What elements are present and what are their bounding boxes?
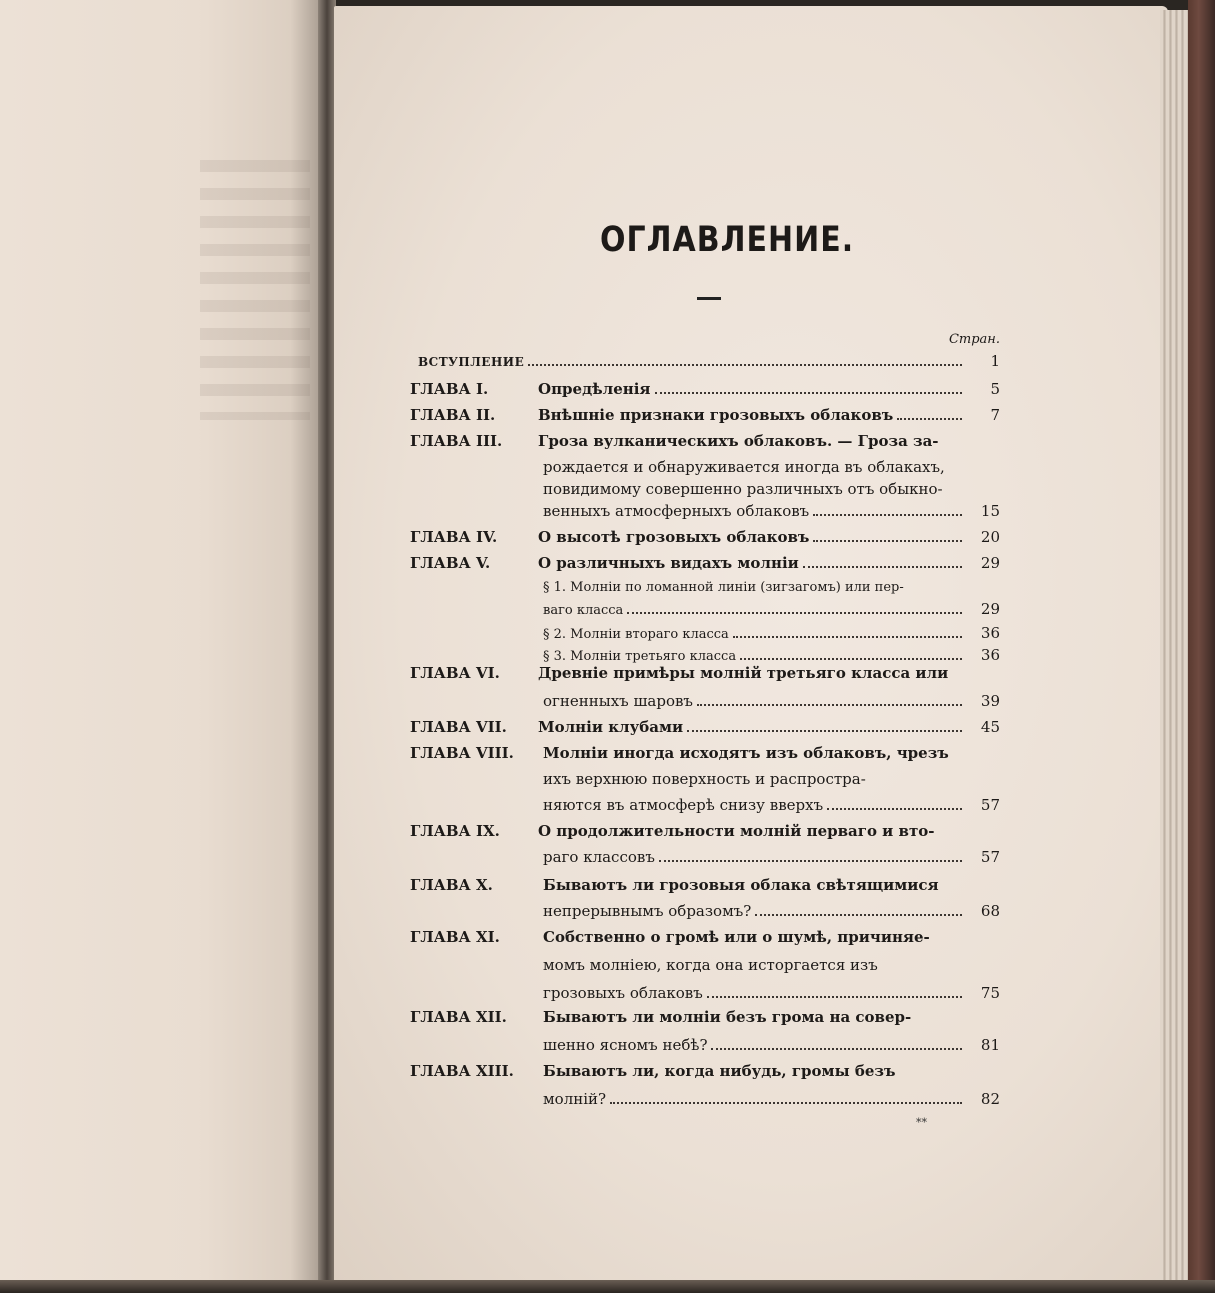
dot-leader xyxy=(897,418,962,420)
chapter-title-continued: момъ молніею, когда она исторгается изъ xyxy=(543,956,878,974)
toc-entry xyxy=(543,796,1000,820)
chapter-number: ГЛАВА II. xyxy=(410,406,496,424)
toc-page-number: 7 xyxy=(990,406,1000,424)
dot-leader xyxy=(813,514,962,516)
toc-entry xyxy=(543,1036,1000,1060)
toc-entry xyxy=(543,848,1000,872)
book-cover-edge xyxy=(1188,0,1215,1293)
chapter-number: ГЛАВА XIII. xyxy=(410,1062,514,1080)
chapter-number: ГЛАВА V. xyxy=(410,554,491,572)
section-title: § 1. Молніи по ломанной линіи (зигзагомъ) или пер- xyxy=(543,580,904,595)
chapter-number: ГЛАВА VI. xyxy=(410,664,500,682)
toc-entry-line xyxy=(538,822,1000,846)
chapter-title: О высотѣ грозовыхъ облаковъ xyxy=(538,528,810,546)
chapter-title-continued: непрерывнымъ образомъ? xyxy=(543,902,752,920)
page-column-header: Стран. xyxy=(948,332,1000,347)
chapter-title-continued: повидимому совершенно различныхъ отъ обыкно- xyxy=(543,480,943,498)
toc-entry-line xyxy=(538,664,1000,688)
toc-page-number: 57 xyxy=(980,796,1000,814)
chapter-title-continued: огненныхъ шаровъ xyxy=(543,692,693,710)
chapter-number: ГЛАВА XI. xyxy=(410,928,500,946)
dot-leader xyxy=(697,704,962,706)
toc-page-number: 36 xyxy=(980,624,1000,642)
toc-intro xyxy=(418,352,1000,376)
dot-leader xyxy=(707,996,962,998)
toc-intro-label: ВСТУПЛЕНИЕ xyxy=(418,355,525,369)
page-title: ОГЛАВЛЕНИЕ. xyxy=(600,220,855,261)
chapter-title-continued: рождается и обнаруживается иногда въ облакахъ, xyxy=(543,458,945,476)
toc-page-number: 57 xyxy=(980,848,1000,866)
toc-entry xyxy=(543,1090,1000,1114)
chapter-title: Внѣшніе признаки грозовыхъ облаковъ xyxy=(538,406,894,424)
chapter-number: ГЛАВА III. xyxy=(410,432,503,450)
dot-leader xyxy=(733,636,962,638)
toc-page-number: 68 xyxy=(980,902,1000,920)
chapter-title-continued: няются въ атмосферѣ снизу вверхъ xyxy=(543,796,824,814)
toc-page-number: 1 xyxy=(990,352,1000,370)
chapter-title: О продолжительности молній перваго и вто- xyxy=(538,822,935,840)
toc-entry xyxy=(538,406,1000,430)
toc-entry xyxy=(538,528,1000,552)
chapter-title: Молніи клубами xyxy=(538,718,684,736)
chapter-title: Древніе примѣры молній третьяго класса или xyxy=(538,664,949,682)
dot-leader xyxy=(655,392,963,394)
chapter-title: Опредѣленія xyxy=(538,380,651,398)
toc-entry-line xyxy=(543,770,1000,794)
toc-entry xyxy=(543,502,1000,526)
toc-section xyxy=(543,624,1000,648)
toc-page-number: 81 xyxy=(980,1036,1000,1054)
dot-leader xyxy=(740,658,962,660)
toc-page-number: 15 xyxy=(980,502,1000,520)
dot-leader xyxy=(813,540,962,542)
bleed-through-text xyxy=(200,160,310,420)
chapter-title-continued: ихъ верхнюю поверхность и распростра- xyxy=(543,770,866,788)
toc-entry-line xyxy=(543,480,1000,504)
toc-section xyxy=(543,600,1000,624)
chapter-title-continued: раго классовъ xyxy=(543,848,655,866)
dot-leader xyxy=(755,914,962,916)
toc-entry-line xyxy=(543,744,1000,768)
chapter-title: Молніи иногда исходятъ изъ облаковъ, чрезъ xyxy=(543,744,949,762)
section-title-continued: ваго класса xyxy=(543,603,624,618)
toc-entry xyxy=(543,902,1000,926)
chapter-title-continued: грозовыхъ облаковъ xyxy=(543,984,703,1002)
toc-page-number: 29 xyxy=(980,600,1000,618)
toc-entry xyxy=(543,984,1000,1008)
chapter-number: ГЛАВА X. xyxy=(410,876,493,894)
toc-page-number: 75 xyxy=(980,984,1000,1002)
toc-entry-line xyxy=(543,1008,1000,1032)
dot-leader xyxy=(610,1102,962,1104)
toc-page-number: 39 xyxy=(980,692,1000,710)
toc-entry-line xyxy=(543,1062,1000,1086)
chapter-number: ГЛАВА IX. xyxy=(410,822,500,840)
toc-entry-line xyxy=(538,432,1000,456)
chapter-number: ГЛАВА VII. xyxy=(410,718,507,736)
toc-page-number: 20 xyxy=(980,528,1000,546)
toc-entry xyxy=(538,554,1000,578)
chapter-number: ГЛАВА XII. xyxy=(410,1008,507,1026)
chapter-title-continued: венныхъ атмосферныхъ облаковъ xyxy=(543,502,810,520)
page-edges xyxy=(1160,10,1188,1280)
toc-entry xyxy=(538,380,1000,404)
dot-leader xyxy=(627,612,962,614)
dot-leader xyxy=(687,730,962,732)
section-title: § 3. Молніи третьяго класса xyxy=(543,649,737,664)
title-rule xyxy=(697,297,721,300)
chapter-title-continued: молній? xyxy=(543,1090,607,1108)
chapter-title: Бываютъ ли молніи безъ грома на совер- xyxy=(543,1008,912,1026)
section-title: § 2. Молніи втораго класса xyxy=(543,627,729,642)
toc-page-number: 36 xyxy=(980,646,1000,664)
dot-leader xyxy=(711,1048,962,1050)
toc-page-number: 29 xyxy=(980,554,1000,572)
chapter-title: Гроза вулканическихъ облаковъ. — Гроза за- xyxy=(538,432,939,450)
chapter-title: Бываютъ ли грозовыя облака свѣтящимися xyxy=(543,876,939,894)
dot-leader xyxy=(803,566,962,568)
dot-leader xyxy=(827,808,962,810)
toc-page-number: 5 xyxy=(990,380,1000,398)
toc-page-number: 82 xyxy=(980,1090,1000,1108)
toc-entry-line xyxy=(543,956,1000,980)
signature-marker: ** xyxy=(916,1116,927,1129)
toc-entry xyxy=(543,692,1000,716)
chapter-title: О различныхъ видахъ молніи xyxy=(538,554,799,572)
chapter-number: ГЛАВА IV. xyxy=(410,528,498,546)
toc-entry-line xyxy=(543,876,1000,900)
chapter-number: ГЛАВА VIII. xyxy=(410,744,514,762)
toc-entry-line xyxy=(543,458,1000,482)
toc-entry xyxy=(538,718,1000,742)
chapter-title-continued: шенно ясномъ небѣ? xyxy=(543,1036,708,1054)
dot-leader xyxy=(659,860,962,862)
toc-page-number: 45 xyxy=(980,718,1000,736)
dot-leader xyxy=(528,364,962,366)
toc-entry-line xyxy=(543,928,1000,952)
chapter-title: Бываютъ ли, когда нибудь, громы безъ xyxy=(543,1062,896,1080)
book-bottom-edge xyxy=(0,1280,1215,1293)
chapter-number: ГЛАВА I. xyxy=(410,380,489,398)
chapter-title: Собственно о громѣ или о шумѣ, причиняе- xyxy=(543,928,930,946)
